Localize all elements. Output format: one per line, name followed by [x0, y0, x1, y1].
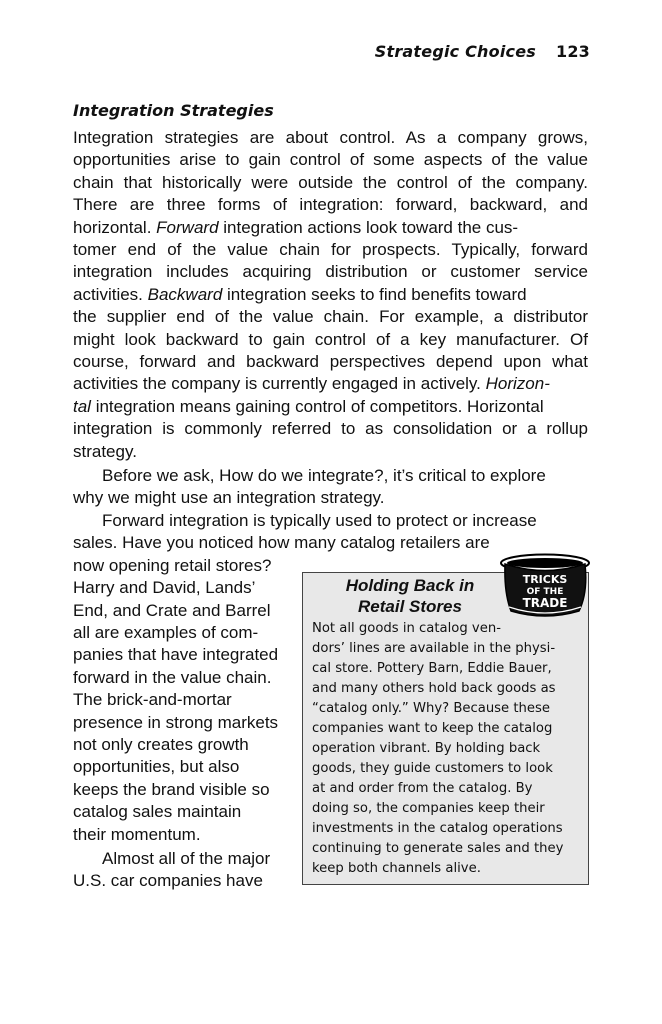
text-line: Almost all of the major: [102, 849, 271, 868]
text-line: chain that historically were outside the control of the company.: [73, 172, 588, 192]
text-line: There are three forms of integration: forward, backward, and: [73, 195, 588, 215]
emphasis-horizontal: Horizon-: [485, 374, 550, 394]
section-heading: Integration Strategies: [73, 101, 274, 120]
sidebar-text-line: and many others hold back goods as: [312, 681, 556, 696]
text-run: activities the company is currently engaged in actively.: [73, 374, 486, 394]
emphasis-horizontal: tal: [73, 396, 91, 416]
running-header-title: Strategic Choices: [374, 42, 536, 61]
badge-text-line: OF THE: [526, 587, 564, 597]
running-header: [375, 42, 590, 61]
text-run: integration seeks to find benefits toward: [222, 284, 527, 304]
sidebar-text-line: keep both channels alive.: [312, 861, 481, 876]
paragraph-car-companies: [73, 848, 295, 893]
text-line: [73, 373, 588, 395]
sidebar-text-line: investments in the catalog operations: [312, 821, 563, 836]
text-line: course, forward and backward perspectives depend upon what: [73, 352, 588, 372]
text-line: integration includes acquiring distribution or customer service: [73, 262, 588, 282]
sidebar-text-line: “catalog only.” Why? Because these: [312, 701, 550, 716]
text-line: their momentum.: [73, 824, 201, 844]
sidebar-text-line: goods, they guide customers to look: [312, 761, 553, 776]
text-line: strategy.: [73, 441, 137, 461]
text-line: The brick-and-mortar: [73, 690, 232, 710]
text-line: opportunities, but also: [73, 757, 240, 777]
paragraph-why-integrate: [73, 465, 588, 510]
text-line: catalog sales maintain: [73, 802, 242, 822]
sidebar-text-line: Not all goods in catalog ven-: [312, 621, 501, 636]
text-line: keeps the brand visible so: [73, 779, 270, 799]
text-line: Forward integration is typically used to protect or increase: [102, 511, 537, 530]
sidebar-text-line: doing so, the companies keep their: [312, 801, 545, 816]
text-line: integration is commonly referred to as consolidation or a rollup: [73, 419, 588, 439]
sidebar-title: [325, 575, 495, 617]
text-line: sales. Have you noticed how many catalog retailers are: [73, 533, 490, 553]
top-hat-icon: [497, 553, 593, 619]
text-run: integration means gaining control of competitors. Horizontal: [90, 396, 544, 416]
text-line: presence in strong markets: [73, 712, 279, 732]
text-line: Harry and David, Lands’: [73, 578, 256, 598]
text-line: U.S. car companies have: [73, 871, 263, 891]
text-line: Integration strategies are about control. As a company grows,: [73, 128, 588, 147]
text-line: [73, 396, 588, 418]
sidebar-text-line: dors’ lines are available in the physi-: [312, 641, 556, 656]
sidebar-text-line: cal store. Pottery Barn, Eddie Bauer,: [312, 661, 552, 676]
text-line: the supplier end of the value chain. For example, a distributor: [73, 307, 588, 327]
text-line: Before we ask, How do we integrate?, it’s critical to explore: [102, 466, 546, 485]
sidebar-title-line: Retail Stores: [358, 597, 462, 616]
text-run: activities.: [73, 284, 148, 304]
text-line: panies that have integrated: [73, 645, 279, 665]
page-number: 123: [556, 42, 590, 61]
text-run: integration actions look toward the cus-: [218, 217, 519, 237]
text-line: might look backward to gain control of a key manufacturer. Of: [73, 329, 588, 349]
text-line: not only creates growth: [73, 735, 249, 755]
text-line: all are examples of com-: [73, 623, 259, 643]
sidebar-text-line: at and order from the catalog. By: [312, 781, 533, 796]
text-line: End, and Crate and Barrel: [73, 600, 271, 620]
sidebar-body: [312, 619, 584, 879]
badge-text-line: TRADE: [522, 596, 568, 610]
text-line: forward in the value chain.: [73, 667, 272, 687]
badge-text-line: TRICKS: [522, 573, 568, 586]
sidebar-text-line: operation vibrant. By holding back: [312, 741, 541, 756]
sidebar-text-line: companies want to keep the catalog: [312, 721, 553, 736]
text-line: why we might use an integration strategy.: [73, 488, 385, 508]
text-line: [73, 217, 588, 239]
text-run: horizontal.: [73, 217, 157, 237]
paragraph-integration-strategies: [73, 127, 588, 463]
sidebar-text-line: continuing to generate sales and they: [312, 841, 564, 856]
emphasis-forward: Forward: [156, 217, 219, 237]
text-line: tomer end of the value chain for prospects. Typically, forward: [73, 240, 588, 260]
sidebar-title-line: Holding Back in: [345, 576, 475, 595]
text-line: now opening retail stores?: [73, 555, 272, 575]
emphasis-backward: Backward: [147, 284, 223, 304]
text-line: [73, 284, 588, 306]
text-line: opportunities arise to gain control of some aspects of the value: [73, 150, 588, 170]
tricks-of-the-trade-hat-icon: [497, 553, 593, 619]
